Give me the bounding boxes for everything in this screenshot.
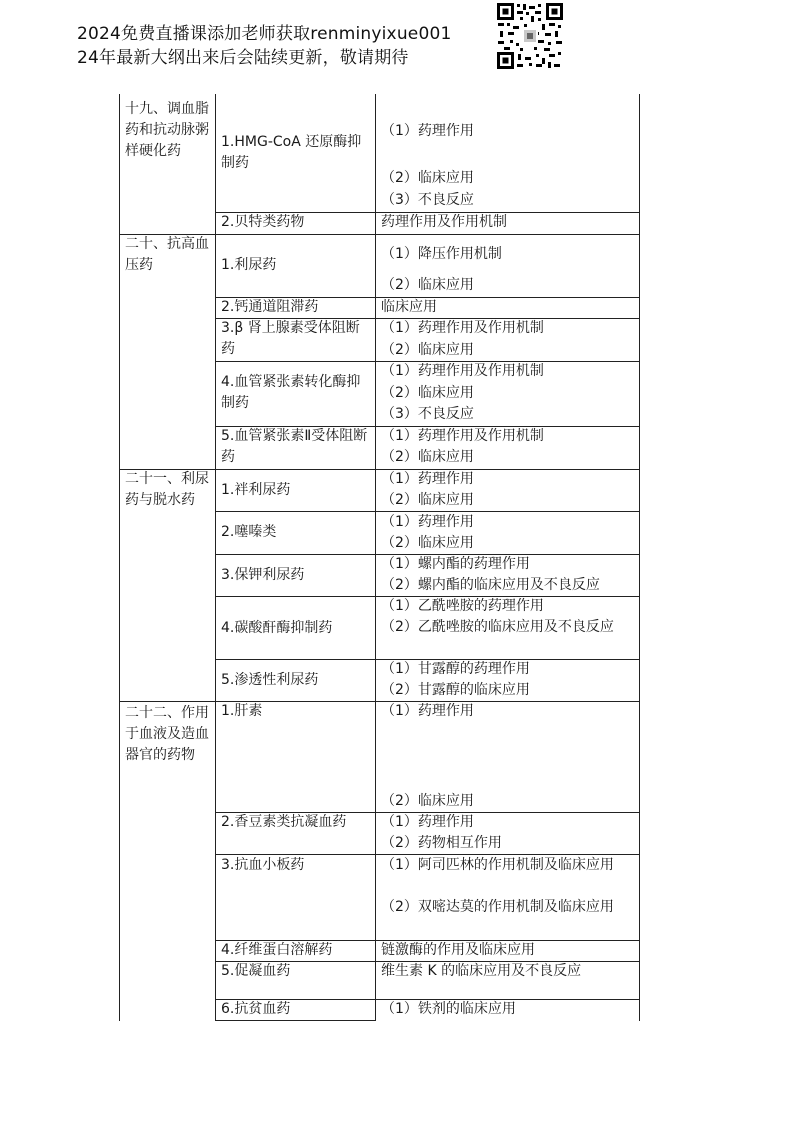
drug-class: 4.血管紧张素转化酶抑制药 [221, 374, 361, 411]
drug-class: 6.抗贫血药 [221, 1001, 291, 1017]
table-line [215, 1020, 375, 1021]
topic-item: （1）药理作用及作用机制 [381, 428, 544, 444]
topic-item: （2）螺内酯的临床应用及不良反应 [381, 577, 600, 593]
drug-class: 2.钙通道阻滞药 [221, 299, 319, 315]
topic-item: （1）药理作用及作用机制 [381, 363, 544, 379]
drug-class: 1.HMG-CoA 还原酶抑制药 [221, 134, 362, 171]
topic-item: （1）药理作用及作用机制 [381, 320, 544, 336]
drug-class: 5.渗透性利尿药 [221, 672, 319, 688]
topic-item: 临床应用 [381, 299, 437, 315]
topic-item: （2）临床应用 [381, 342, 474, 358]
header-line-1: 2024免费直播课添加老师获取renminyixue001 [77, 24, 452, 44]
topic-item: （2）临床应用 [381, 492, 474, 508]
topic-item: （1）药理作用 [381, 123, 474, 139]
drug-class: 1.肝素 [221, 703, 263, 719]
drug-class: 5.血管紧张素Ⅱ受体阻断药 [221, 428, 368, 465]
topic-item: （2）临床应用 [381, 277, 474, 293]
topic-item: （3）不良反应 [381, 192, 474, 208]
topic-item: 链激酶的作用及临床应用 [381, 942, 535, 958]
topic-item: （3）不良反应 [381, 406, 474, 422]
topic-item: （1）药理作用 [381, 814, 474, 830]
topic-item: （2）乙酰唑胺的临床应用及不良反应 [381, 619, 614, 635]
topic-item: 药理作用及作用机制 [381, 214, 507, 230]
topic-item: （2）甘露醇的临床应用 [381, 682, 530, 698]
drug-class: 3.β 肾上腺素受体阻断药 [221, 320, 360, 357]
drug-class: 3.保钾利尿药 [221, 567, 305, 583]
topic-item: （1）药理作用 [381, 514, 474, 530]
topic-item: （2）临床应用 [381, 385, 474, 401]
topic-item: （2）临床应用 [381, 170, 474, 186]
drug-class: 4.碳酸酐酶抑制药 [221, 620, 333, 636]
syllabus-table [119, 94, 640, 1021]
topic-item: （2）临床应用 [381, 535, 474, 551]
qr-code-icon [496, 2, 564, 70]
section-title: 十九、调血脂药和抗动脉粥样硬化药 [125, 101, 209, 159]
drug-class: 2.香豆素类抗凝血药 [221, 814, 347, 830]
drug-class: 2.噻嗪类 [221, 524, 277, 540]
topic-item: （2）临床应用 [381, 449, 474, 465]
topic-item: （1）药理作用 [381, 471, 474, 487]
topic-item: （1）乙酰唑胺的药理作用 [381, 598, 544, 614]
drug-class: 1.利尿药 [221, 257, 277, 273]
topic-item: （1）甘露醇的药理作用 [381, 661, 530, 677]
drug-class: 5.促凝血药 [221, 963, 291, 979]
qr-code-graphic [496, 2, 564, 70]
section-title: 二十一、利尿药与脱水药 [125, 471, 209, 508]
topic-item: （1）药理作用 [381, 703, 474, 719]
drug-class: 2.贝特类药物 [221, 214, 305, 230]
header-line-2: 24年最新大纲出来后会陆续更新，敬请期待 [77, 48, 409, 68]
topic-item: （1）阿司匹林的作用机制及临床应用 [381, 857, 614, 873]
topic-item: （1）铁剂的临床应用 [381, 1001, 516, 1017]
drug-class: 4.纤维蛋白溶解药 [221, 942, 333, 958]
section-title: 二十、抗高血压药 [125, 236, 209, 273]
drug-class: 3.抗血小板药 [221, 857, 305, 873]
topic-item: 维生素 K 的临床应用及不良反应 [381, 963, 582, 979]
table-line [119, 701, 640, 702]
drug-class: 1.袢利尿药 [221, 482, 291, 498]
topic-item: （2）双嘧达莫的作用机制及临床应用 [381, 899, 614, 915]
topic-item: （2）临床应用 [381, 793, 474, 809]
topic-item: （1）降压作用机制 [381, 246, 502, 262]
topic-item: （2）药物相互作用 [381, 835, 502, 851]
topic-item: （1）螺内酯的药理作用 [381, 556, 530, 572]
section-title: 二十二、作用于血液及造血器官的药物 [125, 705, 209, 763]
page-header [77, 22, 477, 70]
